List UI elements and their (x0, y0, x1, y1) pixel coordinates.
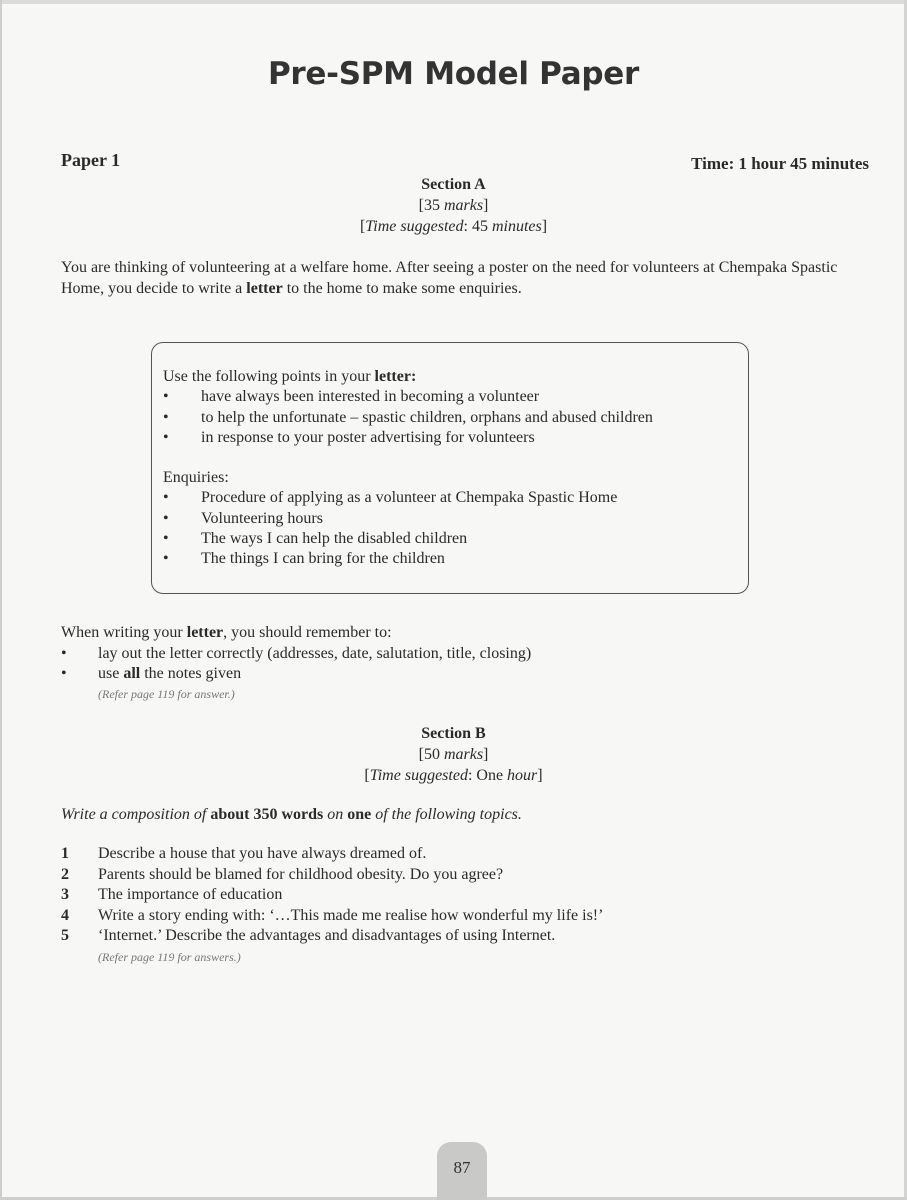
instr-text-bold-2: one (347, 806, 372, 823)
bullet-icon: • (61, 665, 67, 682)
section-b-marks-word: marks (443, 746, 484, 763)
section-a-marks-word: marks (443, 197, 484, 214)
intro-text-bold: letter (246, 280, 283, 297)
section-a-time-unit: minutes (491, 218, 542, 235)
list-item-text: the notes given (140, 665, 242, 682)
topic-number: 4 (61, 906, 69, 924)
refer-text: (Refer page 119 for answers.) (98, 949, 241, 964)
section-a-time-value: 45 (471, 218, 488, 235)
section-b-heading: Section B (421, 725, 486, 742)
page-number: 87 (437, 1142, 487, 1200)
remember-text-bold: letter (186, 624, 224, 641)
topic-text: Describe a house that you have always dreamed of. (98, 845, 427, 862)
section-b-time-unit: hour (507, 767, 538, 784)
section-b-marks-num: 50 (423, 746, 440, 763)
list-item (163, 488, 617, 508)
list-item (61, 926, 603, 947)
topic-text: Write a story ending with: ‘…This made me realise how wonderful my life is!’ (98, 906, 604, 924)
section-a-time-label: Time suggested (365, 218, 464, 235)
refer-note (61, 684, 531, 704)
points-intro-bold: letter: (374, 368, 417, 385)
list-item-text: The ways I can help the disabled children (201, 529, 468, 547)
list-item (61, 664, 531, 684)
bullet-icon: • (163, 529, 169, 547)
topic-number: 1 (61, 845, 69, 862)
page-edge-top (0, 0, 907, 4)
points-block (163, 367, 653, 448)
points-intro (163, 367, 653, 387)
remember-intro (61, 622, 861, 643)
remember-text-1: When writing your (61, 624, 187, 641)
bullet-icon: • (163, 489, 169, 507)
topic-number: 5 (61, 927, 69, 944)
remember-text-2: , you should remember to: (223, 624, 392, 641)
section-b-time-value: One (476, 767, 504, 784)
list-item (163, 509, 617, 529)
remember-list (61, 644, 531, 704)
list-item (163, 529, 617, 549)
section-a-intro (61, 257, 861, 299)
instr-text-2: on (323, 806, 348, 823)
enquiries-block (163, 468, 617, 569)
topic-number: 3 (61, 886, 69, 903)
list-item-text: Volunteering hours (201, 509, 323, 527)
points-list (163, 387, 653, 448)
list-item-text: in response to your poster advertising for volunteers (201, 428, 535, 446)
list-item (163, 387, 653, 407)
instr-text-3: of the following topics. (371, 806, 522, 823)
points-intro-text: Use the following points in your (163, 368, 375, 385)
enquiries-label: Enquiries: (163, 469, 229, 486)
list-item-text: use (98, 665, 124, 682)
list-item (61, 865, 603, 886)
list-item-text: have always been interested in becoming a volunteer (201, 388, 540, 406)
topics-list (61, 844, 603, 967)
list-item-text: lay out the letter correctly (addresses, date, salutation, title, closing) (98, 645, 532, 662)
list-item-text: Procedure of applying as a volunteer at Chempaka Spastic Home (201, 489, 618, 507)
topic-number: 2 (61, 865, 69, 883)
list-item (61, 885, 603, 906)
refer-note (61, 947, 603, 968)
section-b-instructions (61, 804, 861, 825)
list-item-text: to help the unfortunate – spastic children, orphans and abused children (201, 408, 653, 426)
topic-text: The importance of education (98, 886, 283, 903)
section-b-header (0, 723, 907, 786)
section-a-marks: [35 marks] (418, 197, 489, 214)
list-item-text: The things I can bring for the children (201, 550, 445, 568)
instr-text-bold-1: about 350 words (210, 806, 324, 823)
bullet-icon: • (163, 408, 169, 426)
section-a-marks-num: 35 (423, 197, 440, 214)
section-a-header (0, 174, 907, 237)
list-item-bold: all (123, 665, 141, 682)
refer-text: (Refer page 119 for answer.) (98, 687, 235, 701)
list-item (61, 844, 603, 865)
list-item (163, 549, 617, 569)
paper-label: Paper 1 (61, 150, 121, 170)
intro-text-1: You are thinking of volunteering at a welfare home. After seeing a poster on the need for volunteers at Chempaka Spastic Home, you decide to write a (61, 259, 838, 297)
page-title: Pre-SPM Model Paper (268, 56, 639, 92)
list-item (61, 644, 531, 664)
section-a-heading: Section A (421, 176, 486, 193)
bullet-icon: • (163, 388, 169, 406)
time-label: Time: 1 hour 45 minutes (691, 154, 869, 173)
instr-text-1: Write a composition of (61, 806, 211, 823)
section-a-time: [Time suggested: 45 minutes] (359, 218, 548, 235)
bullet-icon: • (61, 645, 67, 662)
section-b-time-label: Time suggested (369, 767, 468, 784)
list-item (163, 408, 653, 428)
topic-text: Parents should be blamed for childhood obesity. Do you agree? (98, 865, 504, 883)
bullet-icon: • (163, 428, 169, 446)
list-item (61, 906, 603, 927)
list-item (163, 428, 653, 448)
section-b-marks: [50 marks] (418, 746, 489, 763)
bullet-icon: • (163, 509, 169, 527)
enquiries-list (163, 488, 617, 569)
topic-text: ‘Internet.’ Describe the advantages and disadvantages of using Internet. (98, 927, 556, 944)
bullet-icon: • (163, 550, 169, 568)
intro-text-2: to the home to make some enquiries. (282, 280, 522, 297)
section-b-time: [Time suggested: One hour] (364, 767, 543, 784)
